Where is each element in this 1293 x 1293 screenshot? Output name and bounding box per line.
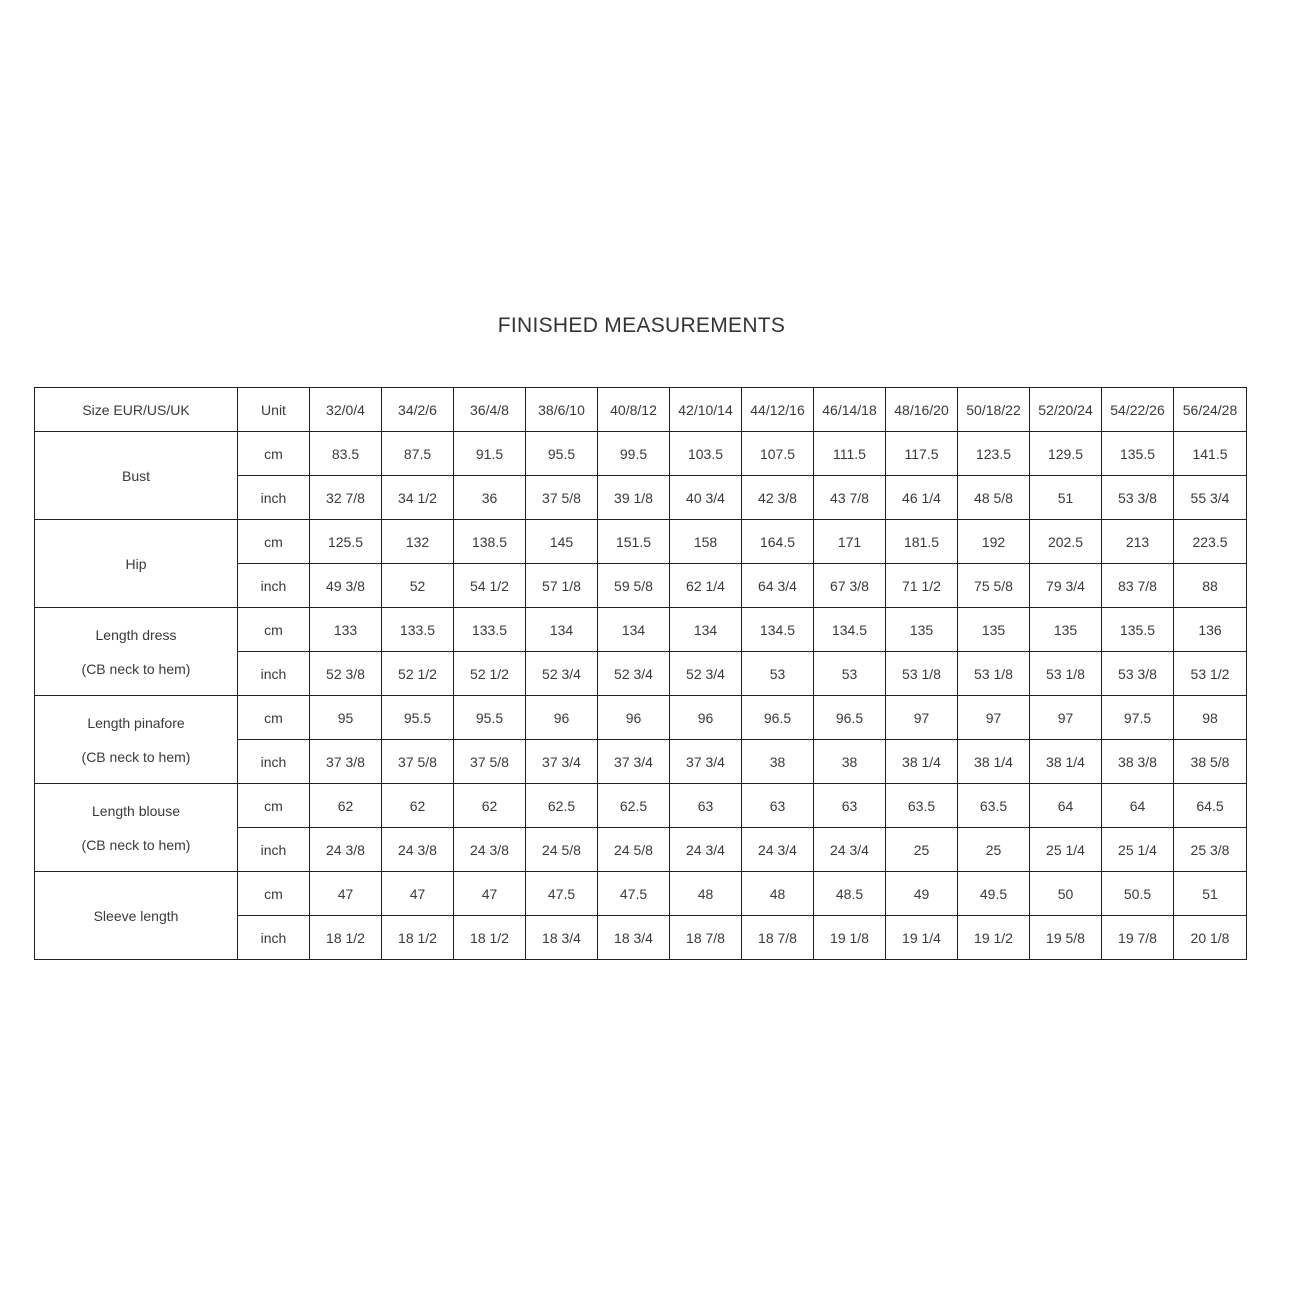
value-cell: 64 3/4 bbox=[742, 564, 814, 608]
page-title: FINISHED MEASUREMENTS bbox=[497, 314, 786, 337]
value-cell: 75 5/8 bbox=[958, 564, 1030, 608]
value-cell: 43 7/8 bbox=[814, 476, 886, 520]
value-cell: 63.5 bbox=[886, 784, 958, 828]
value-cell: 57 1/8 bbox=[526, 564, 598, 608]
size-column-header: 52/20/24 bbox=[1030, 388, 1102, 432]
unit-cell: inch bbox=[238, 740, 310, 784]
value-cell: 138.5 bbox=[454, 520, 526, 564]
value-cell: 158 bbox=[670, 520, 742, 564]
unit-cell: inch bbox=[238, 916, 310, 960]
value-cell: 71 1/2 bbox=[886, 564, 958, 608]
header-row bbox=[35, 388, 1247, 432]
size-column-header: 40/8/12 bbox=[598, 388, 670, 432]
value-cell: 24 5/8 bbox=[526, 828, 598, 872]
measurement-label-cell bbox=[35, 784, 238, 872]
value-cell: 52 3/8 bbox=[310, 652, 382, 696]
value-cell: 97 bbox=[886, 696, 958, 740]
value-cell: 48 bbox=[742, 872, 814, 916]
value-cell: 37 3/4 bbox=[670, 740, 742, 784]
value-cell: 67 3/8 bbox=[814, 564, 886, 608]
value-cell: 52 1/2 bbox=[454, 652, 526, 696]
value-cell: 95.5 bbox=[526, 432, 598, 476]
value-cell: 171 bbox=[814, 520, 886, 564]
value-cell: 49 3/8 bbox=[310, 564, 382, 608]
value-cell: 52 3/4 bbox=[598, 652, 670, 696]
value-cell: 62 1/4 bbox=[670, 564, 742, 608]
value-cell: 53 3/8 bbox=[1102, 476, 1174, 520]
value-cell: 24 3/4 bbox=[814, 828, 886, 872]
unit-cell: cm bbox=[238, 696, 310, 740]
value-cell: 50.5 bbox=[1102, 872, 1174, 916]
value-cell: 79 3/4 bbox=[1030, 564, 1102, 608]
value-cell: 47 bbox=[310, 872, 382, 916]
measurement-name: Length dress bbox=[95, 626, 177, 643]
value-cell: 37 5/8 bbox=[526, 476, 598, 520]
value-cell: 51 bbox=[1030, 476, 1102, 520]
value-cell: 34 1/2 bbox=[382, 476, 454, 520]
value-cell: 38 1/4 bbox=[1030, 740, 1102, 784]
value-cell: 62.5 bbox=[526, 784, 598, 828]
measurement-name: Sleeve length bbox=[93, 907, 179, 924]
unit-cell: inch bbox=[238, 652, 310, 696]
value-cell: 62 bbox=[382, 784, 454, 828]
value-cell: 18 1/2 bbox=[382, 916, 454, 960]
unit-header-cell: Unit bbox=[238, 388, 310, 432]
value-cell: 18 7/8 bbox=[742, 916, 814, 960]
unit-cell: inch bbox=[238, 564, 310, 608]
value-cell: 32 7/8 bbox=[310, 476, 382, 520]
measurement-note: (CB neck to hem) bbox=[81, 748, 191, 765]
measurement-label-cell bbox=[35, 696, 238, 784]
value-cell: 51 bbox=[1174, 872, 1247, 916]
value-cell: 95 bbox=[310, 696, 382, 740]
value-cell: 164.5 bbox=[742, 520, 814, 564]
measurement-row-cm bbox=[35, 784, 1247, 828]
value-cell: 96.5 bbox=[814, 696, 886, 740]
measurement-name: Bust bbox=[121, 467, 150, 484]
size-column-header: 32/0/4 bbox=[310, 388, 382, 432]
value-cell: 134 bbox=[526, 608, 598, 652]
value-cell: 87.5 bbox=[382, 432, 454, 476]
value-cell: 50 bbox=[1030, 872, 1102, 916]
value-cell: 19 7/8 bbox=[1102, 916, 1174, 960]
value-cell: 136 bbox=[1174, 608, 1247, 652]
value-cell: 96 bbox=[598, 696, 670, 740]
value-cell: 111.5 bbox=[814, 432, 886, 476]
size-column-header: 56/24/28 bbox=[1174, 388, 1247, 432]
value-cell: 141.5 bbox=[1174, 432, 1247, 476]
value-cell: 38 3/8 bbox=[1102, 740, 1174, 784]
value-cell: 20 1/8 bbox=[1174, 916, 1247, 960]
value-cell: 38 bbox=[742, 740, 814, 784]
value-cell: 52 3/4 bbox=[670, 652, 742, 696]
value-cell: 117.5 bbox=[886, 432, 958, 476]
table-body bbox=[35, 388, 1247, 960]
value-cell: 19 1/4 bbox=[886, 916, 958, 960]
value-cell: 19 1/2 bbox=[958, 916, 1030, 960]
value-cell: 63 bbox=[742, 784, 814, 828]
value-cell: 24 3/4 bbox=[742, 828, 814, 872]
value-cell: 47.5 bbox=[526, 872, 598, 916]
size-column-header: 46/14/18 bbox=[814, 388, 886, 432]
value-cell: 53 bbox=[814, 652, 886, 696]
value-cell: 97.5 bbox=[1102, 696, 1174, 740]
measurement-row-cm bbox=[35, 696, 1247, 740]
value-cell: 98 bbox=[1174, 696, 1247, 740]
size-column-header: 42/10/14 bbox=[670, 388, 742, 432]
measurement-row-cm bbox=[35, 520, 1247, 564]
value-cell: 125.5 bbox=[310, 520, 382, 564]
value-cell: 19 5/8 bbox=[1030, 916, 1102, 960]
value-cell: 18 7/8 bbox=[670, 916, 742, 960]
value-cell: 103.5 bbox=[670, 432, 742, 476]
value-cell: 62 bbox=[310, 784, 382, 828]
measurement-name: Length pinafore bbox=[87, 714, 185, 731]
value-cell: 40 3/4 bbox=[670, 476, 742, 520]
value-cell: 48 bbox=[670, 872, 742, 916]
value-cell: 135.5 bbox=[1102, 608, 1174, 652]
value-cell: 134 bbox=[670, 608, 742, 652]
value-cell: 38 5/8 bbox=[1174, 740, 1247, 784]
measurement-label-cell bbox=[35, 872, 238, 960]
value-cell: 202.5 bbox=[1030, 520, 1102, 564]
unit-cell: cm bbox=[238, 872, 310, 916]
value-cell: 18 1/2 bbox=[310, 916, 382, 960]
value-cell: 52 3/4 bbox=[526, 652, 598, 696]
value-cell: 25 bbox=[958, 828, 1030, 872]
measurement-label-cell bbox=[35, 432, 238, 520]
value-cell: 145 bbox=[526, 520, 598, 564]
unit-cell: cm bbox=[238, 432, 310, 476]
value-cell: 25 3/8 bbox=[1174, 828, 1247, 872]
value-cell: 48 5/8 bbox=[958, 476, 1030, 520]
value-cell: 53 1/8 bbox=[1030, 652, 1102, 696]
value-cell: 133 bbox=[310, 608, 382, 652]
value-cell: 83 7/8 bbox=[1102, 564, 1174, 608]
value-cell: 53 bbox=[742, 652, 814, 696]
value-cell: 38 1/4 bbox=[886, 740, 958, 784]
value-cell: 53 1/8 bbox=[958, 652, 1030, 696]
value-cell: 37 5/8 bbox=[454, 740, 526, 784]
value-cell: 133.5 bbox=[382, 608, 454, 652]
value-cell: 64.5 bbox=[1174, 784, 1247, 828]
value-cell: 62 bbox=[454, 784, 526, 828]
unit-cell: cm bbox=[238, 784, 310, 828]
value-cell: 135.5 bbox=[1102, 432, 1174, 476]
value-cell: 52 bbox=[382, 564, 454, 608]
value-cell: 59 5/8 bbox=[598, 564, 670, 608]
value-cell: 134.5 bbox=[814, 608, 886, 652]
value-cell: 48.5 bbox=[814, 872, 886, 916]
value-cell: 97 bbox=[1030, 696, 1102, 740]
unit-cell: cm bbox=[238, 520, 310, 564]
value-cell: 42 3/8 bbox=[742, 476, 814, 520]
value-cell: 38 bbox=[814, 740, 886, 784]
value-cell: 91.5 bbox=[454, 432, 526, 476]
value-cell: 47.5 bbox=[598, 872, 670, 916]
value-cell: 37 3/8 bbox=[310, 740, 382, 784]
value-cell: 25 bbox=[886, 828, 958, 872]
value-cell: 97 bbox=[958, 696, 1030, 740]
value-cell: 39 1/8 bbox=[598, 476, 670, 520]
value-cell: 135 bbox=[1030, 608, 1102, 652]
value-cell: 24 5/8 bbox=[598, 828, 670, 872]
value-cell: 54 1/2 bbox=[454, 564, 526, 608]
value-cell: 53 3/8 bbox=[1102, 652, 1174, 696]
unit-cell: cm bbox=[238, 608, 310, 652]
measurement-row-cm bbox=[35, 608, 1247, 652]
value-cell: 88 bbox=[1174, 564, 1247, 608]
value-cell: 129.5 bbox=[1030, 432, 1102, 476]
value-cell: 24 3/8 bbox=[454, 828, 526, 872]
value-cell: 55 3/4 bbox=[1174, 476, 1247, 520]
value-cell: 83.5 bbox=[310, 432, 382, 476]
size-column-header: 34/2/6 bbox=[382, 388, 454, 432]
value-cell: 63 bbox=[670, 784, 742, 828]
value-cell: 18 3/4 bbox=[598, 916, 670, 960]
size-column-header: 44/12/16 bbox=[742, 388, 814, 432]
value-cell: 123.5 bbox=[958, 432, 1030, 476]
measurement-note: (CB neck to hem) bbox=[81, 660, 191, 677]
value-cell: 18 3/4 bbox=[526, 916, 598, 960]
value-cell: 134 bbox=[598, 608, 670, 652]
value-cell: 95.5 bbox=[454, 696, 526, 740]
value-cell: 47 bbox=[382, 872, 454, 916]
value-cell: 181.5 bbox=[886, 520, 958, 564]
value-cell: 37 3/4 bbox=[526, 740, 598, 784]
value-cell: 95.5 bbox=[382, 696, 454, 740]
value-cell: 96.5 bbox=[742, 696, 814, 740]
size-column-header: 38/6/10 bbox=[526, 388, 598, 432]
measurement-label-cell bbox=[35, 608, 238, 696]
value-cell: 96 bbox=[526, 696, 598, 740]
value-cell: 24 3/4 bbox=[670, 828, 742, 872]
value-cell: 132 bbox=[382, 520, 454, 564]
value-cell: 24 3/8 bbox=[382, 828, 454, 872]
value-cell: 64 bbox=[1102, 784, 1174, 828]
value-cell: 53 1/8 bbox=[886, 652, 958, 696]
value-cell: 37 3/4 bbox=[598, 740, 670, 784]
value-cell: 25 1/4 bbox=[1030, 828, 1102, 872]
value-cell: 192 bbox=[958, 520, 1030, 564]
measurement-row-cm bbox=[35, 432, 1247, 476]
value-cell: 223.5 bbox=[1174, 520, 1247, 564]
value-cell: 62.5 bbox=[598, 784, 670, 828]
size-header-cell: Size EUR/US/UK bbox=[35, 388, 238, 432]
value-cell: 25 1/4 bbox=[1102, 828, 1174, 872]
size-column-header: 36/4/8 bbox=[454, 388, 526, 432]
measurement-label-cell bbox=[35, 520, 238, 608]
value-cell: 49 bbox=[886, 872, 958, 916]
value-cell: 151.5 bbox=[598, 520, 670, 564]
value-cell: 133.5 bbox=[454, 608, 526, 652]
value-cell: 96 bbox=[670, 696, 742, 740]
value-cell: 135 bbox=[958, 608, 1030, 652]
measurement-row-cm bbox=[35, 872, 1247, 916]
unit-cell: inch bbox=[238, 476, 310, 520]
value-cell: 63.5 bbox=[958, 784, 1030, 828]
value-cell: 107.5 bbox=[742, 432, 814, 476]
value-cell: 64 bbox=[1030, 784, 1102, 828]
value-cell: 19 1/8 bbox=[814, 916, 886, 960]
measurements-table bbox=[34, 387, 1247, 960]
value-cell: 37 5/8 bbox=[382, 740, 454, 784]
value-cell: 47 bbox=[454, 872, 526, 916]
value-cell: 46 1/4 bbox=[886, 476, 958, 520]
value-cell: 24 3/8 bbox=[310, 828, 382, 872]
value-cell: 99.5 bbox=[598, 432, 670, 476]
value-cell: 52 1/2 bbox=[382, 652, 454, 696]
value-cell: 38 1/4 bbox=[958, 740, 1030, 784]
value-cell: 213 bbox=[1102, 520, 1174, 564]
size-column-header: 50/18/22 bbox=[958, 388, 1030, 432]
value-cell: 63 bbox=[814, 784, 886, 828]
measurement-name: Length blouse bbox=[92, 802, 180, 819]
value-cell: 18 1/2 bbox=[454, 916, 526, 960]
value-cell: 135 bbox=[886, 608, 958, 652]
unit-cell: inch bbox=[238, 828, 310, 872]
measurement-name: Hip bbox=[125, 555, 147, 572]
value-cell: 49.5 bbox=[958, 872, 1030, 916]
measurement-note: (CB neck to hem) bbox=[81, 836, 191, 853]
value-cell: 53 1/2 bbox=[1174, 652, 1247, 696]
value-cell: 36 bbox=[454, 476, 526, 520]
size-column-header: 54/22/26 bbox=[1102, 388, 1174, 432]
size-column-header: 48/16/20 bbox=[886, 388, 958, 432]
value-cell: 134.5 bbox=[742, 608, 814, 652]
